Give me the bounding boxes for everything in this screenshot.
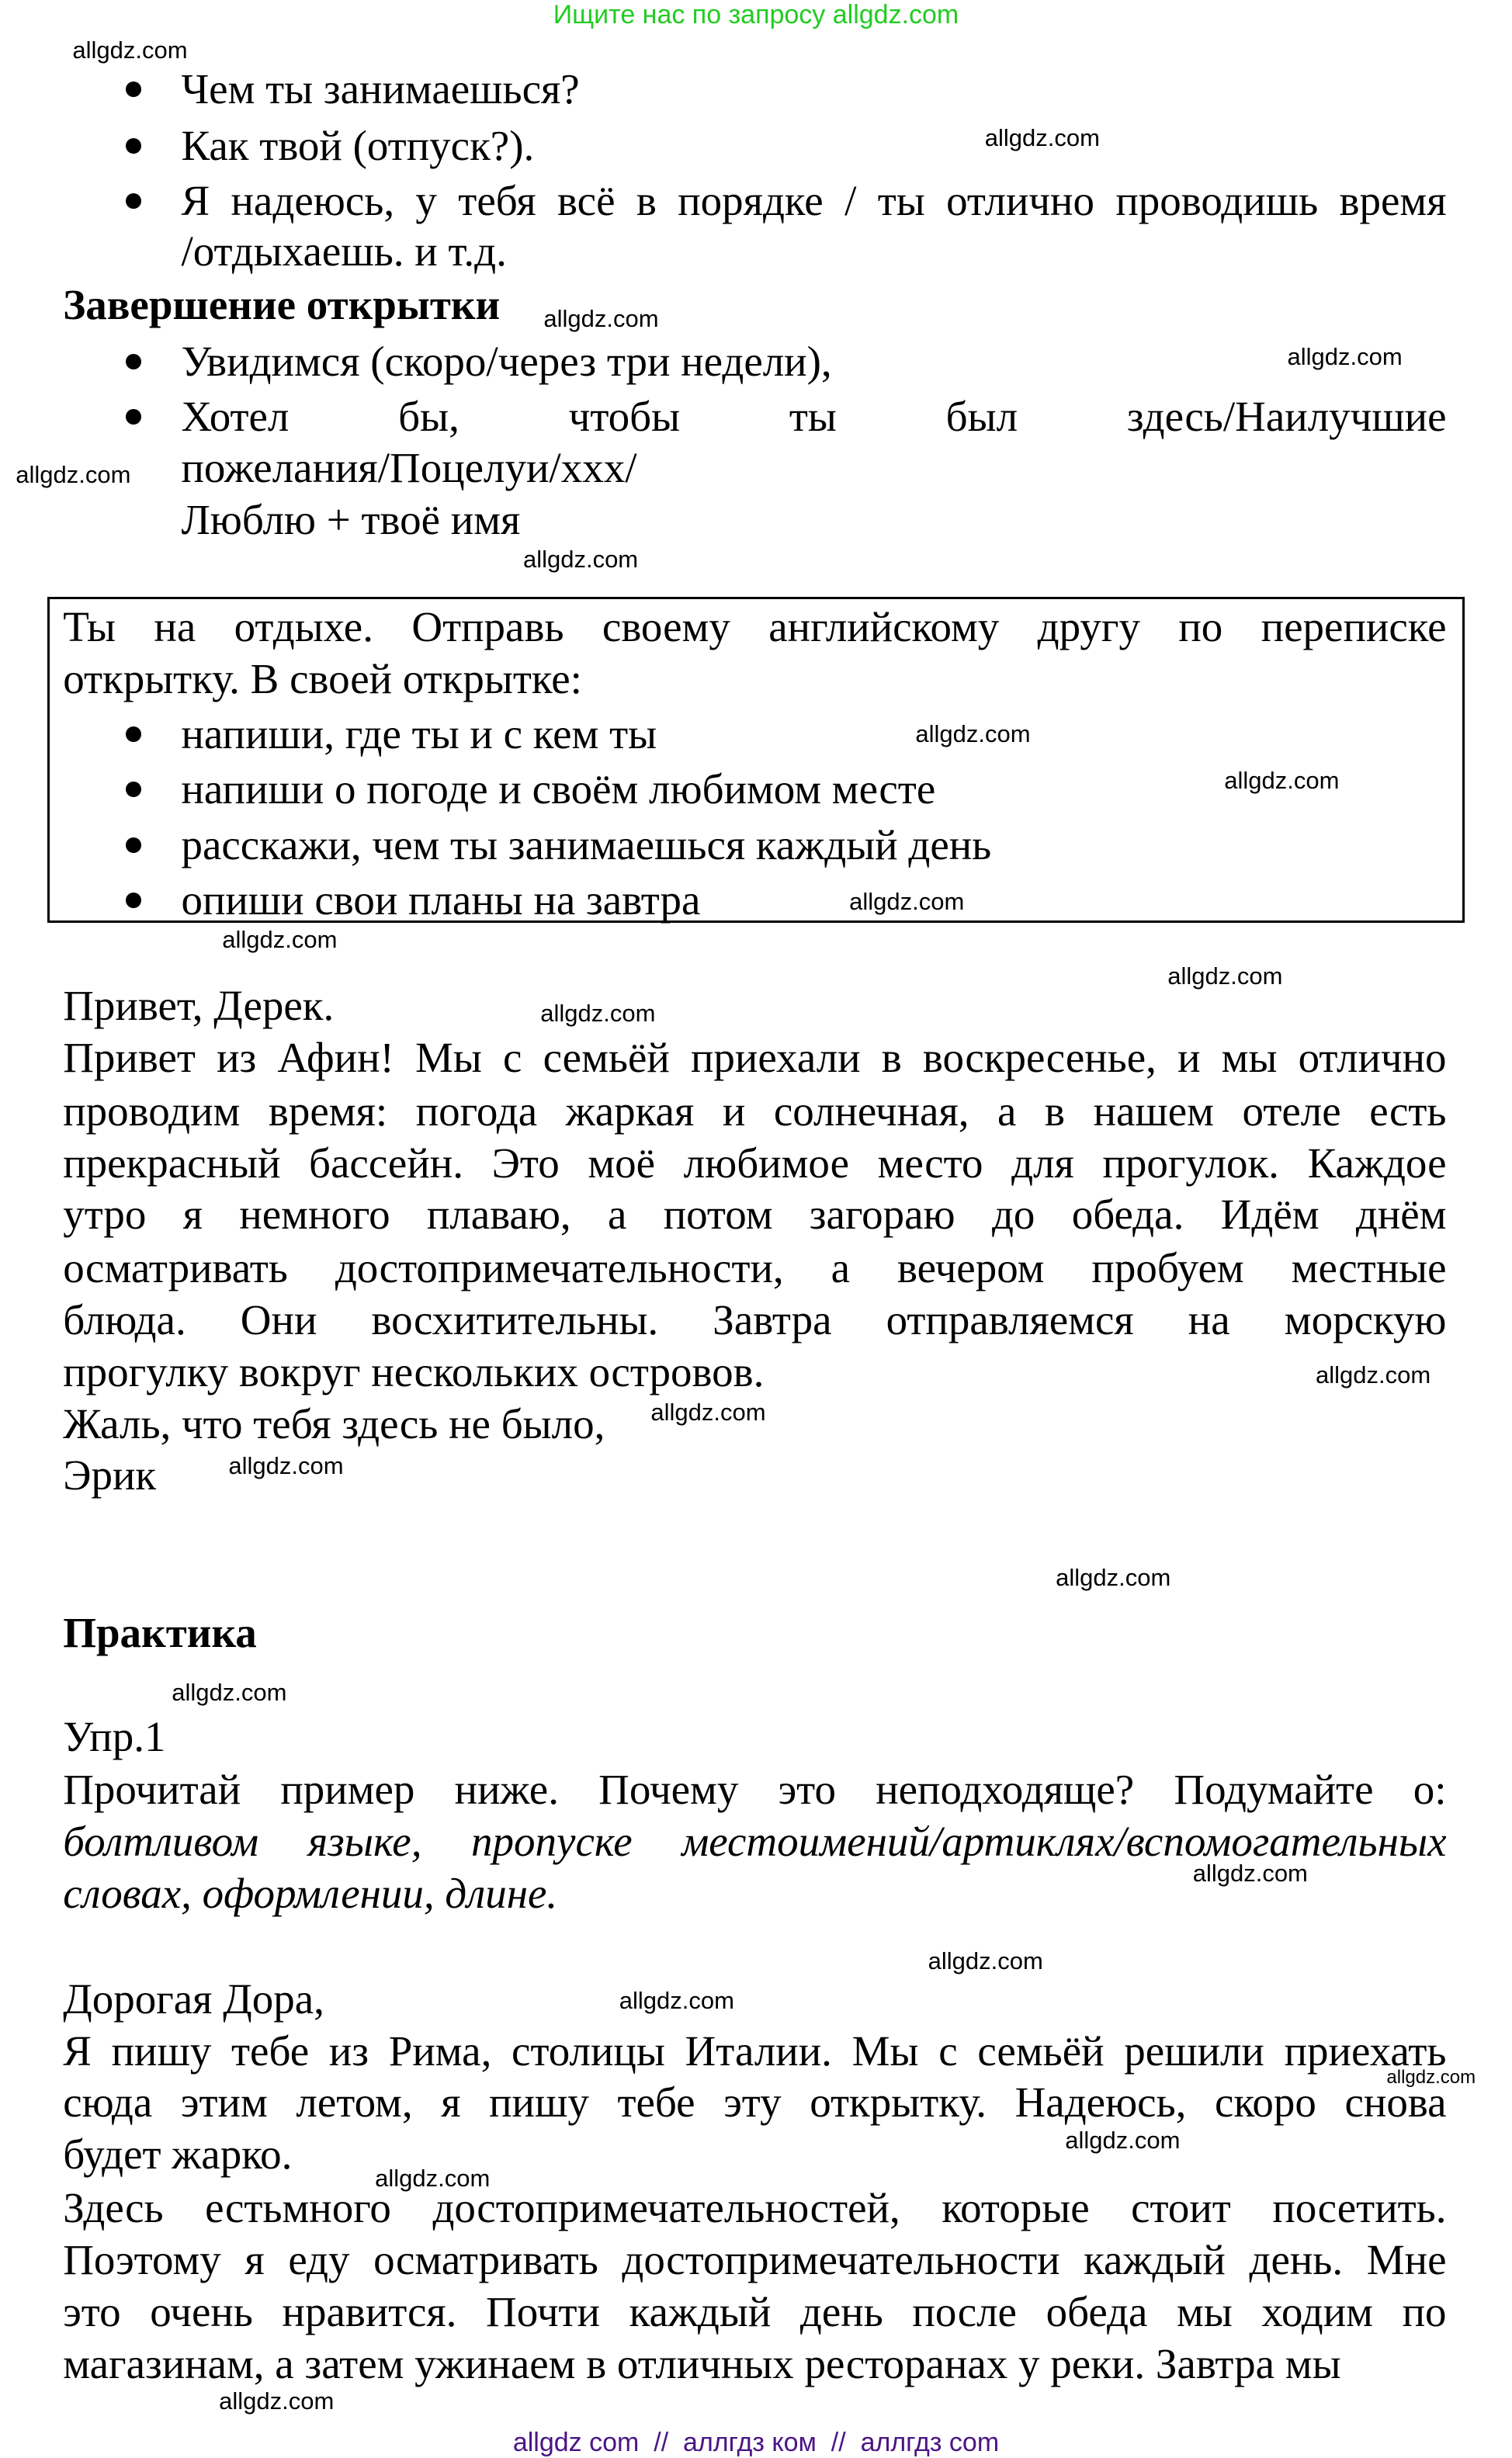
- watermark: allgdz.com: [540, 1000, 656, 1028]
- letter-line: будет жарко.: [63, 2130, 293, 2179]
- watermark: allgdz.com: [915, 719, 1031, 747]
- letter-line: магазинам, а затем ужинаем в отличных ресторанах у реки. Завтра мы: [63, 2339, 1341, 2387]
- letter-line: прекрасный бассейн. Это моё любимое место для прогулок. Каждое: [63, 1139, 1447, 1187]
- letter-line: Привет из Афин! Мы с семьёй приехали в воскресенье, и мы отлично: [63, 1033, 1447, 1081]
- task-item: напиши, где ты и с кем ты: [181, 709, 657, 758]
- bullet-icon: [126, 138, 141, 154]
- task-item: напиши о погоде и своём любимом месте: [181, 764, 936, 813]
- bullet-icon: [126, 193, 141, 209]
- list-item-continuation: пожелания/Поцелуи/xxx/: [181, 444, 637, 492]
- watermark: allgdz.com: [1316, 1361, 1431, 1388]
- letter-line: блюда. Они восхитительны. Завтра отправляемся на морскую: [63, 1296, 1447, 1343]
- watermark: allgdz.com: [1192, 1859, 1308, 1887]
- letter-line: это очень нравится. Почти каждый день после обеда мы ходим по: [63, 2287, 1447, 2335]
- bullet-icon: [126, 81, 141, 97]
- exercise-instruction: Прочитай пример ниже. Почему это неподходяще? Подумайте о:: [63, 1766, 1447, 1814]
- task-text: Ты на отдыхе. Отправь своему английскому другу по переписке: [63, 602, 1447, 650]
- watermark: allgdz.com: [219, 2387, 335, 2415]
- exercise-label: Упр.1: [63, 1712, 166, 1760]
- watermark: allgdz.com: [1065, 2127, 1181, 2155]
- watermark: allgdz.com: [984, 124, 1100, 152]
- watermark: allgdz.com: [543, 305, 659, 333]
- letter-line: сюда этим летом, я пишу тебе эту открытку. Надеюсь, скоро снова: [63, 2078, 1447, 2127]
- letter-line: осматривать достопримечательности, а вечером пробуем местные: [63, 1244, 1447, 1292]
- task-item: расскажи, чем ты занимаешься каждый день: [181, 821, 992, 869]
- watermark: allgdz.com: [619, 1986, 734, 2014]
- watermark: allgdz.com: [172, 1678, 287, 1706]
- letter-line: проводим время: погода жаркая и солнечная, а в нашем отеле есть: [63, 1087, 1447, 1135]
- letter-closing: Жаль, что тебя здесь не было,: [63, 1399, 605, 1447]
- watermark: allgdz.com: [1056, 1564, 1171, 1592]
- letter-line: Поэтому я еду осматривать достопримечательности каждый день. Мне: [63, 2235, 1447, 2283]
- watermark: allgdz.com: [375, 2164, 491, 2192]
- watermark: allgdz.com: [849, 888, 965, 916]
- watermark: allgdz.com: [16, 460, 131, 488]
- section-heading: Практика: [63, 1608, 257, 1656]
- exercise-hints: словах, оформлении, длине.: [63, 1870, 558, 1918]
- letter-line: Здесь естьмного достопримечательностей, которые стоит посетить.: [63, 2184, 1447, 2232]
- letter-signature: Эрик: [63, 1451, 157, 1499]
- watermark: allgdz.com: [522, 545, 639, 573]
- exercise-hints: болтливом языке, пропуске местоимений/артиклях/вспомогательных: [63, 1818, 1447, 1866]
- list-item: Хотел бы, чтобы ты был здесь/Наилучшие: [181, 392, 1447, 440]
- section-heading: Завершение открытки: [63, 280, 501, 328]
- watermark: allgdz.com: [928, 1947, 1043, 1975]
- watermark: allgdz.com: [222, 925, 338, 953]
- watermark: allgdz.com: [228, 1452, 344, 1480]
- list-item-continuation: Люблю + твоё имя: [181, 496, 521, 544]
- letter-greeting: Дорогая Дора,: [63, 1974, 324, 2023]
- letter-line: Я пишу тебе из Рима, столицы Италии. Мы с семьёй решили приехать: [63, 2026, 1447, 2075]
- watermark: allgdz.com: [1167, 962, 1283, 990]
- footer-links[interactable]: allgdz com // аллгдз ком // аллгдз com: [512, 2428, 1000, 2457]
- task-item: опиши свои планы на завтра: [181, 876, 701, 924]
- bullet-icon: [126, 409, 141, 425]
- task-text: открытку. В своей открытке:: [63, 654, 582, 702]
- watermark: allgdz.com: [1287, 342, 1403, 370]
- bullet-icon: [126, 782, 141, 797]
- list-item: Чем ты занимаешься?: [181, 65, 580, 113]
- watermark: allgdz.com: [72, 36, 188, 64]
- list-item: Увидимся (скоро/через три недели),: [181, 337, 832, 385]
- watermark: allgdz.com: [1224, 767, 1340, 795]
- letter-line: утро я немного плаваю, а потом загораю до обеда. Идём днём: [63, 1191, 1447, 1239]
- watermark: allgdz.com: [1386, 2067, 1476, 2089]
- site-banner[interactable]: Ищите нас по запросу allgdz.com: [553, 0, 959, 29]
- bullet-icon: [126, 354, 141, 369]
- list-item: Как твой (отпуск?).: [181, 122, 535, 170]
- letter-line: прогулку вокруг нескольких островов.: [63, 1347, 765, 1395]
- watermark: allgdz.com: [650, 1399, 766, 1427]
- letter-greeting: Привет, Дерек.: [63, 982, 335, 1029]
- bullet-icon: [126, 726, 141, 742]
- list-item: Я надеюсь, у тебя всё в порядке / ты отлично проводишь время: [181, 177, 1447, 225]
- list-item-continuation: /отдыхаешь. и т.д.: [181, 227, 507, 275]
